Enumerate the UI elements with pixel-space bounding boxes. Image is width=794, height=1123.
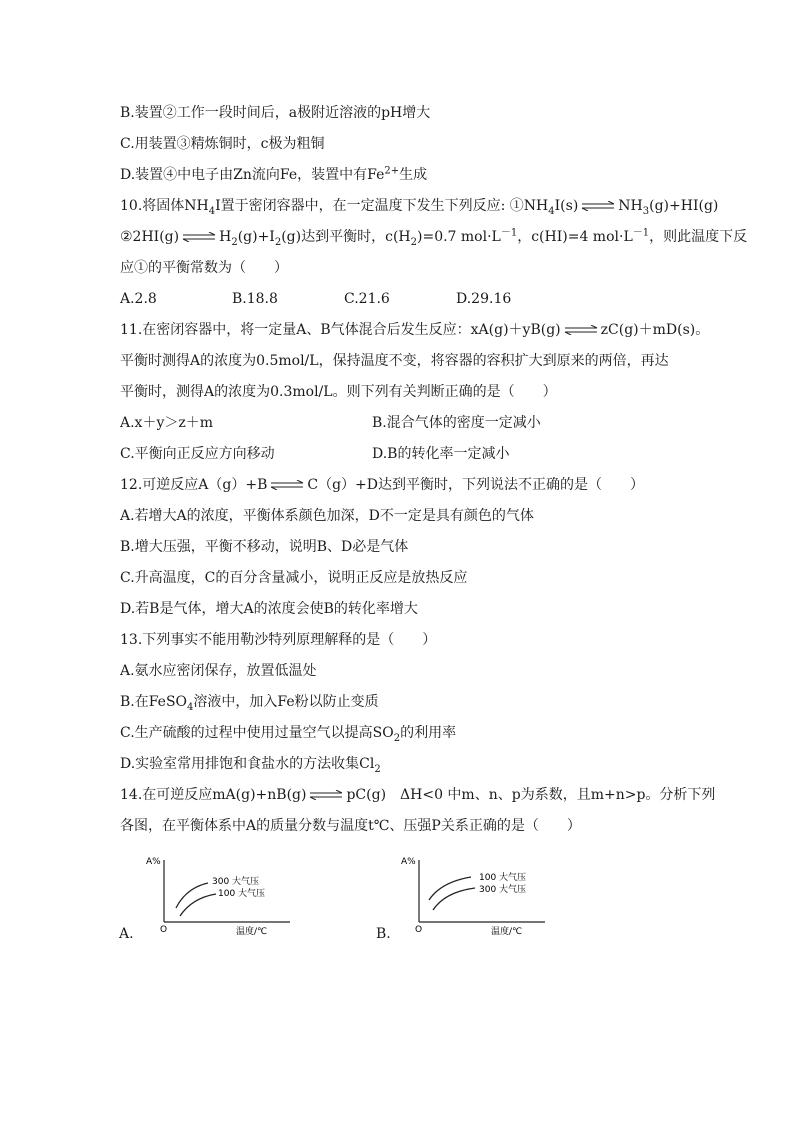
q14-stem-line1: 14.在可逆反应mA(g)+nB(g) pC(g) ΔH<0 中m、n、p为系数，且m+n>p。分析下列 [120,787,716,803]
figure-a-origin: O [160,925,168,935]
q11-option-d: D.B的转化率一定减小 [372,446,510,462]
q13-stem: 13.下列事实不能用勒沙特列原理解释的是（ ） [120,632,437,648]
figure-b-x-label: 温度/℃ [491,927,523,935]
equilibrium-arrow-icon [580,201,616,211]
figure-a-curve-top-label: 300 大气压 [212,877,260,887]
q12-option-a: A.若增大A的浓度，平衡体系颜色加深，D不一定是具有颜色的气体 [120,508,534,524]
q11-stem-line1: 11.在密闭容器中，将一定量A、B气体混合后发生反应：xA(g)＋yB(g) zC(g)＋mD(s)。 [120,322,710,338]
q11-stem-line3: 平衡时，测得A的浓度为0.3mol/L。则下列有关判断正确的是（ ） [120,384,557,400]
q11-option-a: A.x＋y＞z＋m [120,415,214,431]
figure-b-curve-bottom-label: 300 大气压 [479,885,527,895]
q13-option-a: A.氨水应密闭保存，放置低温处 [120,663,317,679]
figure-a [140,850,310,939]
figure-b-label: B. [376,926,391,942]
q10-option-c: C.21.6 [344,291,390,307]
q10-stem-line2: ②2HI(g) $H_2(g)+I_2(g)$达到平衡时，$c(H_2)=0.7$ $mol\cdot L^{-1}$，c(HI)=4 $mol\cdot L^{-1}$，则此温度下反 [120,227,748,248]
q10-options [120,289,568,309]
q10-option-a: A.2.8 [120,291,157,307]
figure-a-label: A. [119,926,134,942]
equilibrium-arrow-icon [563,325,599,335]
q13-option-b: B.在FeSO$_4$溶液中，加入Fe粉以防止变质 [120,694,379,713]
q11-options-row2 [120,444,624,464]
q12-option-b: B.增大压强，平衡不移动，说明B、D必是气体 [120,539,409,555]
figure-b-curve-top [429,877,471,900]
q12-stem: 12.可逆反应A（g）+B C（g）+D达到平衡时，下列说法不正确的是（ ） [120,477,644,493]
q13-option-c: C.生产硫酸的过程中使用过量空气以提高$SO_2$的利用率 [120,725,457,744]
q9-option-b: B.装置②工作一段时间后，a极附近溶液的pH增大 [120,105,431,121]
figure-a-curve-bottom [180,894,216,916]
figure-b-origin: O [415,925,423,935]
figure-b [395,850,565,939]
figure-b-y-label: A% [401,857,416,867]
q10-stem-line1: 10.将固体$NH_4I$置于密闭容器中，在一定温度下发生下列反应: $①NH_4I(s)$ $NH_3(g)+HI(g)$ [120,198,719,217]
q14-stem-line2: 各图，在平衡体系中A的质量分数与温度t℃、压强P关系正确的是（ ） [120,818,581,834]
q10-option-d: D.29.16 [456,291,512,307]
q12-option-c: C.升高温度，C的百分含量减小，说明正反应是放热反应 [120,570,468,586]
figure-a-x-label: 温度/℃ [236,927,268,935]
equilibrium-arrow-icon [181,232,217,242]
figure-a-y-label: A% [146,857,161,867]
q9-option-c: C.用装置③精炼铜时，c极为粗铜 [120,136,325,152]
figure-a-curve-bottom-label: 100 大气压 [218,889,266,899]
q11-option-c: C.平衡向正反应方向移动 [120,446,275,462]
q9-option-d: D.装置④中电子由Zn流向Fe，装置中有$Fe^{2+}$生成 [120,165,428,183]
q12-option-d: D.若B是气体，增大A的浓度会使B的转化率增大 [120,601,418,617]
equilibrium-arrow-icon [308,790,344,800]
q13-option-d: D.实验室常用排饱和食盐水的方法收集$Cl_2$ [120,756,381,775]
q11-options-row1 [120,413,624,433]
q11-option-b: B.混合气体的密度一定减小 [372,415,541,431]
equilibrium-arrow-icon [269,480,305,490]
q11-stem-line2: 平衡时测得A的浓度为0.5mol/L，保持温度不变，将容器的容积扩大到原来的两倍，再达 [120,353,669,369]
q10-stem-line3: 应①的平衡常数为（ ） [120,260,288,276]
q10-option-b: B.18.8 [232,291,278,307]
figure-b-curve-top-label: 100 大气压 [479,873,527,883]
figure-b-curve-bottom [433,888,475,910]
